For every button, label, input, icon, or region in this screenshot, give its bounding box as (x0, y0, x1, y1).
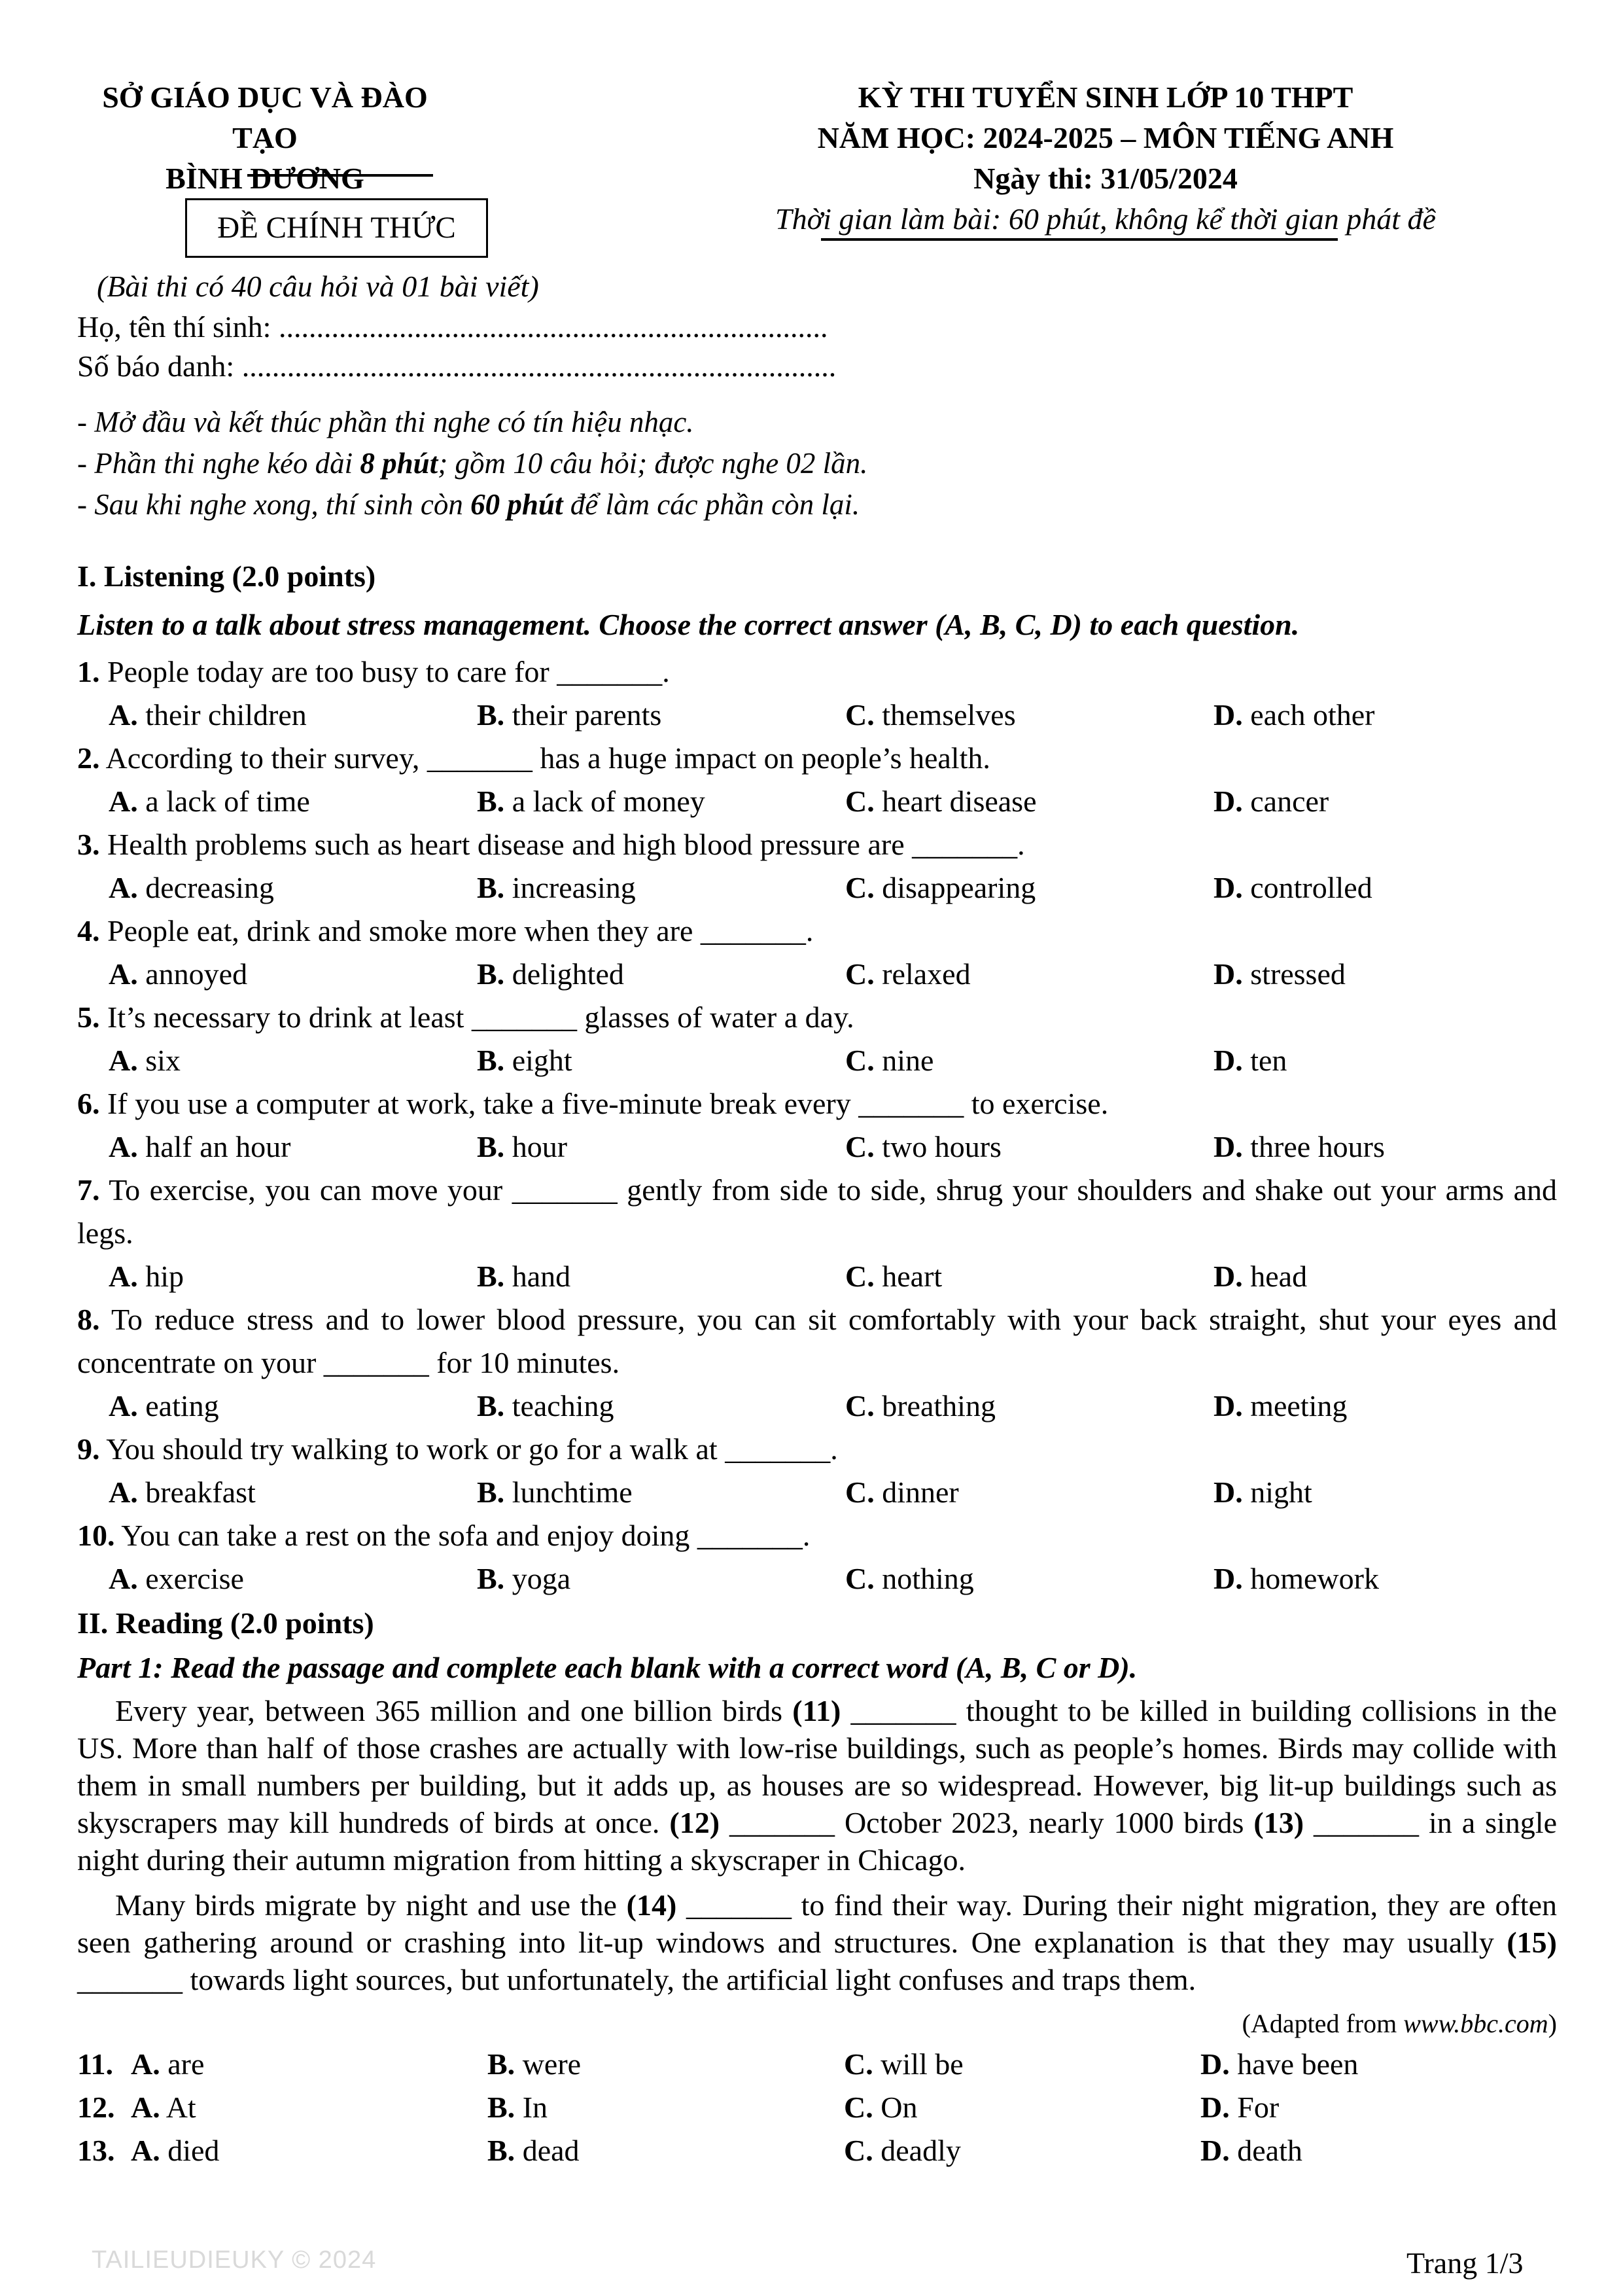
option-text: meeting (1250, 1389, 1348, 1422)
answer-option[interactable] (1213, 1471, 1582, 1514)
option-text: dead (522, 2134, 580, 2167)
option-letter: B. (487, 2134, 515, 2167)
option-text: each other (1250, 698, 1375, 732)
option-letter: C. (845, 1130, 875, 1163)
option-letter: D. (1213, 1260, 1243, 1293)
option-text: half an hour (145, 1130, 291, 1163)
answer-option[interactable] (109, 866, 477, 910)
question-text: To exercise, you can move your _______ gently from side to side, shrug your shoulders and shake out your arms and legs. (77, 1173, 1558, 1250)
blank-number: (13) (1253, 1806, 1304, 1839)
answer-option[interactable] (1213, 694, 1582, 737)
answer-option[interactable] (1213, 866, 1582, 910)
listening-question (77, 910, 1557, 953)
option-letter: B. (477, 1389, 505, 1422)
option-letter: C. (844, 2091, 873, 2124)
question-number: 6. (77, 1087, 100, 1120)
question-number: 7. (77, 1173, 100, 1207)
option-letter: D. (1200, 2091, 1230, 2124)
option-text: a lack of money (512, 785, 705, 818)
answer-row (77, 2086, 1557, 2129)
listening-question (77, 1428, 1557, 1471)
option-text: are (167, 2047, 205, 2081)
option-text: hip (145, 1260, 184, 1293)
option-text: annoyed (145, 957, 248, 991)
option-text: nine (882, 1044, 934, 1077)
option-text: homework (1250, 1562, 1379, 1595)
question-text: To reduce stress and to lower blood pressure, you can sit comfortably with your back straight, shut your eyes and concentrate on your _______ for 10 minutes. (77, 1303, 1557, 1379)
listening-question (77, 1082, 1557, 1125)
answer-option[interactable] (477, 1471, 845, 1514)
option-text: have been (1237, 2047, 1359, 2081)
answer-option[interactable] (1213, 780, 1582, 823)
passage-text: Every year, between 365 million and one billion birds (115, 1694, 793, 1727)
answer-option[interactable] (1213, 953, 1582, 996)
passage-text: _______ thought to be killed in building collisions in the US. More than half of those crashes are actually with low-rise buildings, such as people’s homes. Birds may collide with them in small numbers per building, but it adds up, as houses are so widespread. However, big lit-up buildings such as skyscrapers may kill hundreds of birds at once. (77, 1694, 1557, 1839)
answer-options (77, 780, 1557, 823)
answer-option[interactable] (477, 1125, 845, 1169)
answer-option[interactable] (109, 1557, 477, 1600)
option-letter: C. (845, 957, 875, 991)
passage-text: _______ in a single night during their autumn migration from hitting a skyscraper in Chicago. (77, 1806, 1557, 1877)
option-text: died (167, 2134, 220, 2167)
option-letter: A. (109, 871, 138, 904)
question-number: 13. (77, 2134, 115, 2167)
option-text: deadly (881, 2134, 961, 2167)
answer-option[interactable] (845, 694, 1213, 737)
option-letter: B. (477, 957, 505, 991)
page-number: Trang 1/3 (1406, 2246, 1524, 2280)
candidate-id-field: Số báo danh: ............................................................................... (77, 349, 837, 383)
option-letter: C. (845, 698, 875, 732)
question-number: 1. (77, 655, 100, 688)
option-letter: D. (1213, 1562, 1243, 1595)
option-letter: B. (477, 871, 505, 904)
option-letter: D. (1213, 957, 1243, 991)
option-letter: C. (845, 1562, 875, 1595)
question-text: If you use a computer at work, take a five-minute break every _______ to exercise. (107, 1087, 1109, 1120)
answer-options (77, 866, 1557, 910)
question-number: 10. (77, 1519, 115, 1552)
blank-number: (14) (626, 1888, 677, 1922)
question-text: It’s necessary to drink at least _______ glasses of water a day. (107, 1000, 854, 1034)
option-letter: A. (131, 2047, 160, 2081)
question-number: 4. (77, 914, 100, 947)
answer-option[interactable] (131, 2043, 487, 2086)
answer-option[interactable] (845, 1039, 1213, 1082)
option-text: For (1237, 2091, 1280, 2124)
option-letter: B. (477, 698, 505, 732)
answer-option[interactable] (477, 866, 845, 910)
question-number: 5. (77, 1000, 100, 1034)
answer-options (77, 1471, 1557, 1514)
header-divider-left (247, 174, 433, 177)
option-text: delighted (512, 957, 624, 991)
exam-content (77, 554, 1557, 2172)
option-text: eating (145, 1389, 219, 1422)
option-letter: A. (109, 1130, 138, 1163)
option-letter: B. (477, 1130, 505, 1163)
option-text: will be (881, 2047, 964, 2081)
blank-number: (15) (1507, 1926, 1557, 1959)
passage-source: (Adapted from www.bbc.com) (1242, 2009, 1557, 2038)
listening-question (77, 737, 1557, 780)
option-text: On (881, 2091, 918, 2124)
option-letter: D. (1213, 1044, 1243, 1077)
question-text: Health problems such as heart disease and high blood pressure are _______. (107, 828, 1025, 861)
option-letter: D. (1213, 871, 1243, 904)
option-letter: D. (1200, 2134, 1230, 2167)
answer-row (77, 2129, 1557, 2172)
option-text: three hours (1250, 1130, 1385, 1163)
option-text: themselves (882, 698, 1016, 732)
answer-option[interactable] (845, 1255, 1213, 1298)
rule-line-2: - Phần thi nghe kéo dài 8 phút; gồm 10 câu hỏi; được nghe 02 lần. (77, 447, 868, 480)
option-letter: C. (845, 1389, 875, 1422)
exam-note: (Bài thi có 40 câu hỏi và 01 bài viết) (97, 270, 539, 303)
answer-options (77, 694, 1557, 737)
option-text: yoga (512, 1562, 571, 1595)
rule-line-1: - Mở đầu và kết thúc phần thi nghe có tín hiệu nhạc. (77, 406, 694, 438)
answer-option[interactable] (844, 2043, 1200, 2086)
option-letter: A. (109, 1044, 138, 1077)
answer-row (77, 2043, 1557, 2086)
listening-instruction: Listen to a talk about stress management. Choose the correct answer (A, B, C, D) to each question. (77, 608, 1300, 641)
candidate-name-field: Họ, tên thí sinh: ......................................................................... (77, 310, 828, 344)
option-letter: A. (109, 1260, 138, 1293)
answer-option[interactable] (109, 1385, 477, 1428)
option-text: stressed (1250, 957, 1346, 991)
exam-title: KỲ THI TUYỂN SINH LỚP 10 THPT (858, 80, 1353, 114)
option-letter: C. (845, 1044, 875, 1077)
option-text: a lack of time (145, 785, 310, 818)
answer-options (77, 953, 1557, 996)
option-text: ten (1250, 1044, 1287, 1077)
question-text: According to their survey, _______ has a huge impact on people’s health. (105, 741, 990, 775)
option-letter: C. (845, 1475, 875, 1509)
passage-text: _______ towards light sources, but unfortunately, the artificial light confuses and traps them. (77, 1963, 1196, 1996)
option-letter: A. (109, 698, 138, 732)
option-text: controlled (1250, 871, 1372, 904)
listening-question (77, 1514, 1557, 1557)
answer-option[interactable] (109, 780, 477, 823)
blank-number: (12) (669, 1806, 720, 1839)
option-text: their parents (512, 698, 662, 732)
answer-options (77, 1039, 1557, 1082)
answer-option[interactable] (477, 1039, 845, 1082)
option-letter: A. (109, 1475, 138, 1509)
option-letter: D. (1200, 2047, 1230, 2081)
answer-option[interactable] (845, 1385, 1213, 1428)
answer-option[interactable] (844, 2086, 1200, 2129)
answer-option[interactable] (845, 1471, 1213, 1514)
option-text: dinner (882, 1475, 959, 1509)
listening-question (77, 1169, 1557, 1255)
question-number: 12. (77, 2091, 115, 2124)
listening-question (77, 996, 1557, 1039)
option-text: night (1250, 1475, 1312, 1509)
option-letter: A. (131, 2134, 160, 2167)
option-text: increasing (512, 871, 636, 904)
option-letter: A. (109, 1562, 138, 1595)
option-letter: D. (1213, 1389, 1243, 1422)
listening-questions (77, 650, 1557, 1600)
question-text: You should try walking to work or go for a walk at _______. (106, 1432, 838, 1466)
option-text: In (522, 2091, 548, 2124)
option-letter: D. (1213, 785, 1243, 818)
answer-option[interactable] (477, 1385, 845, 1428)
official-exam-box: ĐỀ CHÍNH THỨC (185, 198, 488, 258)
listening-rules (77, 402, 867, 525)
answer-option[interactable] (1213, 1385, 1582, 1428)
option-text: At (166, 2091, 196, 2124)
answer-option[interactable] (845, 866, 1213, 910)
option-text: head (1250, 1260, 1308, 1293)
option-text: heart disease (882, 785, 1037, 818)
option-letter: D. (1213, 698, 1243, 732)
answer-options (77, 1557, 1557, 1600)
answer-option[interactable] (1213, 1039, 1582, 1082)
reading-part1-instruction: Part 1: Read the passage and complete each blank with a correct word (A, B, C or D). (77, 1651, 1138, 1684)
header-divider-right (821, 238, 1338, 241)
option-text: six (145, 1044, 181, 1077)
option-letter: D. (1213, 1130, 1243, 1163)
option-letter: C. (844, 2134, 873, 2167)
option-text: lunchtime (512, 1475, 633, 1509)
option-letter: D. (1213, 1475, 1243, 1509)
answer-option[interactable] (477, 1557, 845, 1600)
answer-option[interactable] (109, 1039, 477, 1082)
watermark: TAILIEUDIEUKY © 2024 (92, 2246, 377, 2274)
answer-options (77, 1385, 1557, 1428)
answer-option[interactable] (845, 780, 1213, 823)
answer-option[interactable] (844, 2129, 1200, 2172)
answer-option[interactable] (477, 953, 845, 996)
option-text: disappearing (882, 871, 1036, 904)
answer-option[interactable] (487, 2043, 844, 2086)
reading-passage-paragraph-1 (77, 1692, 1557, 1879)
option-text: were (522, 2047, 582, 2081)
answer-option[interactable] (477, 694, 845, 737)
answer-option[interactable] (477, 1255, 845, 1298)
answer-option[interactable] (1200, 2043, 1557, 2086)
answer-option[interactable] (845, 1125, 1213, 1169)
blank-number: (11) (792, 1694, 841, 1727)
option-letter: C. (845, 871, 875, 904)
answer-option[interactable] (477, 780, 845, 823)
answer-option[interactable] (109, 1471, 477, 1514)
answer-option[interactable] (1200, 2129, 1557, 2172)
option-letter: A. (109, 957, 138, 991)
option-letter: B. (487, 2047, 515, 2081)
exam-heading (690, 77, 1521, 239)
exam-date: Ngày thi: 31/05/2024 (973, 162, 1238, 195)
option-text: nothing (882, 1562, 974, 1595)
option-text: teaching (512, 1389, 614, 1422)
answer-option[interactable] (1200, 2086, 1557, 2129)
option-text: exercise (145, 1562, 244, 1595)
option-text: their children (145, 698, 307, 732)
option-letter: C. (844, 2047, 873, 2081)
option-text: breakfast (145, 1475, 256, 1509)
passage-text: _______ October 2023, nearly 1000 birds (720, 1806, 1254, 1839)
listening-question (77, 823, 1557, 866)
passage-text: Many birds migrate by night and use the (115, 1888, 627, 1922)
answer-option[interactable] (109, 1125, 477, 1169)
question-text: People today are too busy to care for _______. (107, 655, 670, 688)
option-letter: B. (477, 1260, 505, 1293)
answer-option[interactable] (109, 1255, 477, 1298)
option-letter: B. (477, 1562, 505, 1595)
listening-section-title: I. Listening (2.0 points) (77, 559, 376, 593)
option-letter: A. (109, 1389, 138, 1422)
answer-option[interactable] (109, 953, 477, 996)
question-number: 3. (77, 828, 100, 861)
answer-option[interactable] (131, 2129, 487, 2172)
answer-option[interactable] (1213, 1255, 1582, 1298)
passage-text: _______ to find their way. During their night migration, they are often seen gathering around or crashing into lit-up windows and structures. One explanation is that they may usually (77, 1888, 1557, 1959)
answer-options (77, 1255, 1557, 1298)
option-letter: B. (487, 2091, 515, 2124)
reading-passage-paragraph-2 (77, 1886, 1557, 1998)
option-text: decreasing (145, 871, 274, 904)
option-text: breathing (882, 1389, 996, 1422)
question-text: People eat, drink and smoke more when they are _______. (107, 914, 814, 947)
reading-answer-options (77, 2043, 1557, 2172)
answer-option[interactable] (131, 2086, 487, 2129)
answer-option[interactable] (487, 2086, 844, 2129)
answer-option[interactable] (487, 2129, 844, 2172)
option-letter: C. (845, 1260, 875, 1293)
question-number: 11. (77, 2047, 113, 2081)
option-text: hour (512, 1130, 568, 1163)
answer-option[interactable] (1213, 1125, 1582, 1169)
department-heading (72, 77, 458, 199)
question-number: 9. (77, 1432, 100, 1466)
department-line-2: BÌNH DƯƠNG (166, 162, 364, 195)
answer-option[interactable] (845, 1557, 1213, 1600)
department-line-1: SỞ GIÁO DỤC VÀ ĐÀO TẠO (102, 80, 428, 154)
option-letter: B. (477, 1475, 505, 1509)
question-text: You can take a rest on the sofa and enjoy doing _______. (121, 1519, 811, 1552)
reading-section-title: II. Reading (2.0 points) (77, 1606, 374, 1640)
answer-option[interactable] (1213, 1557, 1582, 1600)
option-text: two hours (882, 1130, 1002, 1163)
option-letter: B. (477, 785, 505, 818)
option-letter: A. (131, 2091, 160, 2124)
option-text: hand (512, 1260, 571, 1293)
exam-time: Thời gian làm bài: 60 phút, không kể thời gian phát đề (775, 202, 1436, 236)
rule-line-3: - Sau khi nghe xong, thí sinh còn 60 phút để làm các phần còn lại. (77, 488, 860, 521)
exam-year-subject: NĂM HỌC: 2024-2025 – MÔN TIẾNG ANH (817, 121, 1394, 154)
option-letter: A. (109, 785, 138, 818)
option-letter: B. (477, 1044, 505, 1077)
answer-option[interactable] (109, 694, 477, 737)
option-letter: C. (845, 785, 875, 818)
option-text: relaxed (882, 957, 971, 991)
option-text: cancer (1250, 785, 1329, 818)
question-number: 2. (77, 741, 100, 775)
listening-question (77, 1298, 1557, 1385)
option-text: death (1237, 2134, 1302, 2167)
listening-question (77, 650, 1557, 694)
question-number: 8. (77, 1303, 100, 1336)
answer-option[interactable] (845, 953, 1213, 996)
option-text: eight (512, 1044, 572, 1077)
option-text: heart (882, 1260, 943, 1293)
answer-options (77, 1125, 1557, 1169)
